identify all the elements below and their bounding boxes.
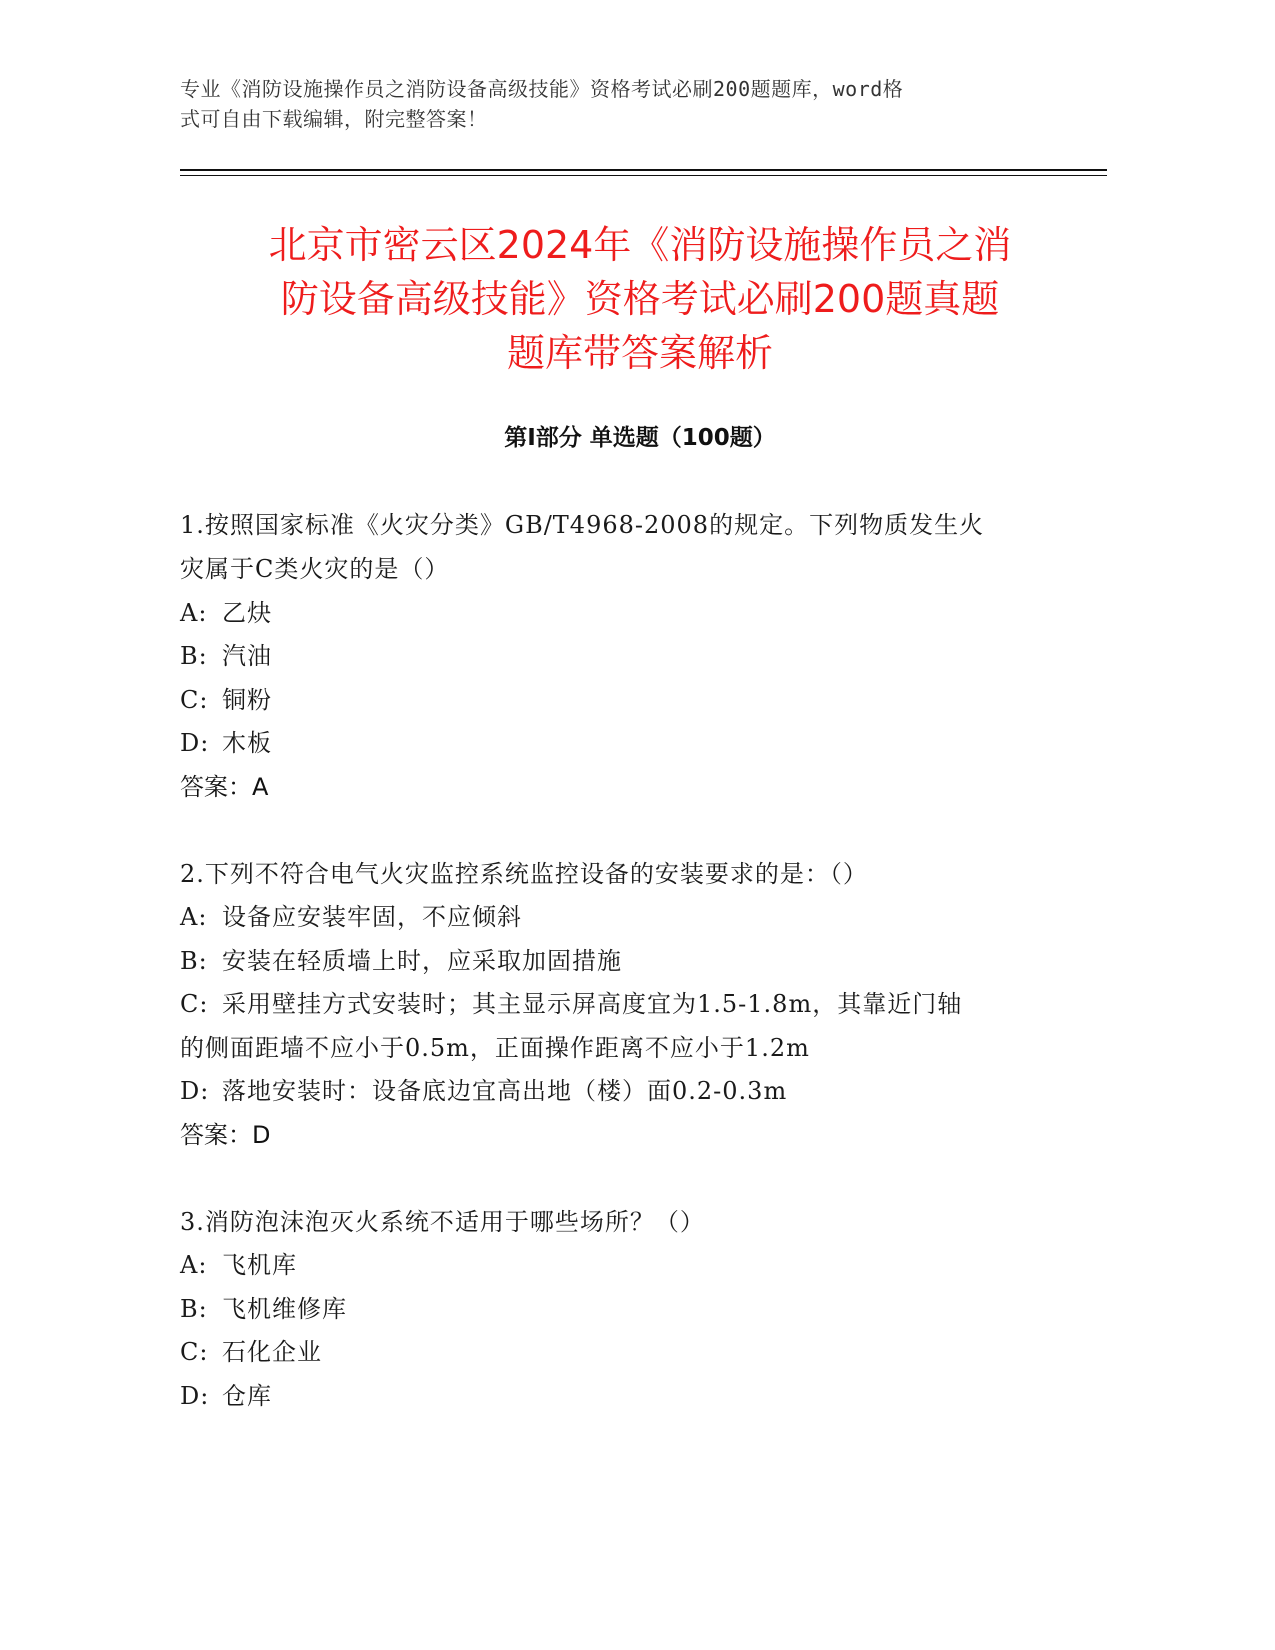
question-3-option-c — [180, 1330, 1050, 1374]
question-3-option-b — [180, 1287, 1050, 1331]
question-1-stem-line-2: 灾属于C类火灾的是（） — [180, 555, 450, 583]
question-2-stem-line-1: 2.下列不符合电气火灾监控系统监控设备的安装要求的是：（） — [180, 860, 868, 888]
option-text: 木板 — [222, 729, 272, 757]
document-title-line-1: 北京市密云区2024年《消防设施操作员之消 — [268, 223, 1012, 267]
option-letter: A: — [180, 599, 208, 627]
header-divider-thick — [180, 169, 1107, 171]
question-1-option-d — [180, 721, 1050, 765]
question-1-option-a — [180, 591, 1050, 635]
option-text: 安装在轻质墙上时，应采取加固措施 — [222, 947, 622, 975]
option-letter: B: — [180, 1295, 208, 1323]
option-text: 飞机维修库 — [222, 1295, 347, 1323]
question-1-option-b — [180, 634, 1050, 678]
option-letter: B: — [180, 947, 208, 975]
option-letter: D: — [180, 1077, 210, 1105]
option-letter: C: — [180, 990, 209, 1018]
question-1-answer: 答案：A — [180, 773, 269, 801]
option-text: 落地安装时：设备底边宜高出地（楼）面0.2-0.3m — [222, 1077, 788, 1105]
question-1-option-c — [180, 678, 1050, 722]
header-note-line-1: 专业《消防设施操作员之消防设备高级技能》资格考试必刷200题题库，word格 — [180, 77, 904, 101]
question-2-answer: 答案：D — [180, 1121, 271, 1149]
question-2-option-a — [180, 895, 1050, 939]
option-letter: C: — [180, 1338, 209, 1366]
option-letter: A: — [180, 1251, 208, 1279]
question-3-option-d — [180, 1374, 1050, 1418]
option-text: 飞机库 — [222, 1251, 297, 1279]
option-text: 设备应安装牢固，不应倾斜 — [222, 903, 522, 931]
document-title-line-2: 防设备高级技能》资格考试必刷200题真题 — [280, 277, 1000, 321]
option-text: 仓库 — [222, 1382, 272, 1410]
option-text: 汽油 — [222, 642, 272, 670]
option-letter: D: — [180, 729, 210, 757]
question-1-stem-line-1: 1.按照国家标准《火灾分类》GB/T4968-2008的规定。下列物质发生火 — [180, 511, 985, 539]
option-text: 石化企业 — [222, 1338, 322, 1366]
option-text: 采用壁挂方式安装时；其主显示屏高度宜为1.5-1.8m，其靠近门轴 — [222, 990, 963, 1018]
question-2-option-d — [180, 1069, 1050, 1113]
option-letter: A: — [180, 903, 208, 931]
section-title: 第Ⅰ部分 单选题（100题） — [504, 425, 776, 451]
option-text: 铜粉 — [222, 686, 272, 714]
option-text: 乙炔 — [222, 599, 272, 627]
header-divider-thin — [180, 175, 1107, 176]
option-letter: C: — [180, 686, 209, 714]
header-note — [180, 74, 1040, 134]
question-3-option-a — [180, 1243, 1050, 1287]
document-title-line-3: 题库带答案解析 — [506, 331, 773, 375]
question-2-option-c-line-2: 的侧面距墙不应小于0.5m，正面操作距离不应小于1.2m — [180, 1034, 810, 1062]
option-letter: D: — [180, 1382, 210, 1410]
document-title — [180, 218, 1100, 380]
question-3-stem-line-1: 3.消防泡沫泡灭火系统不适用于哪些场所？（） — [180, 1208, 705, 1236]
question-2-option-b — [180, 939, 1050, 983]
question-2-option-c — [180, 982, 1050, 1026]
header-note-line-2: 式可自由下载编辑，附完整答案！ — [180, 107, 488, 131]
option-letter: B: — [180, 642, 208, 670]
